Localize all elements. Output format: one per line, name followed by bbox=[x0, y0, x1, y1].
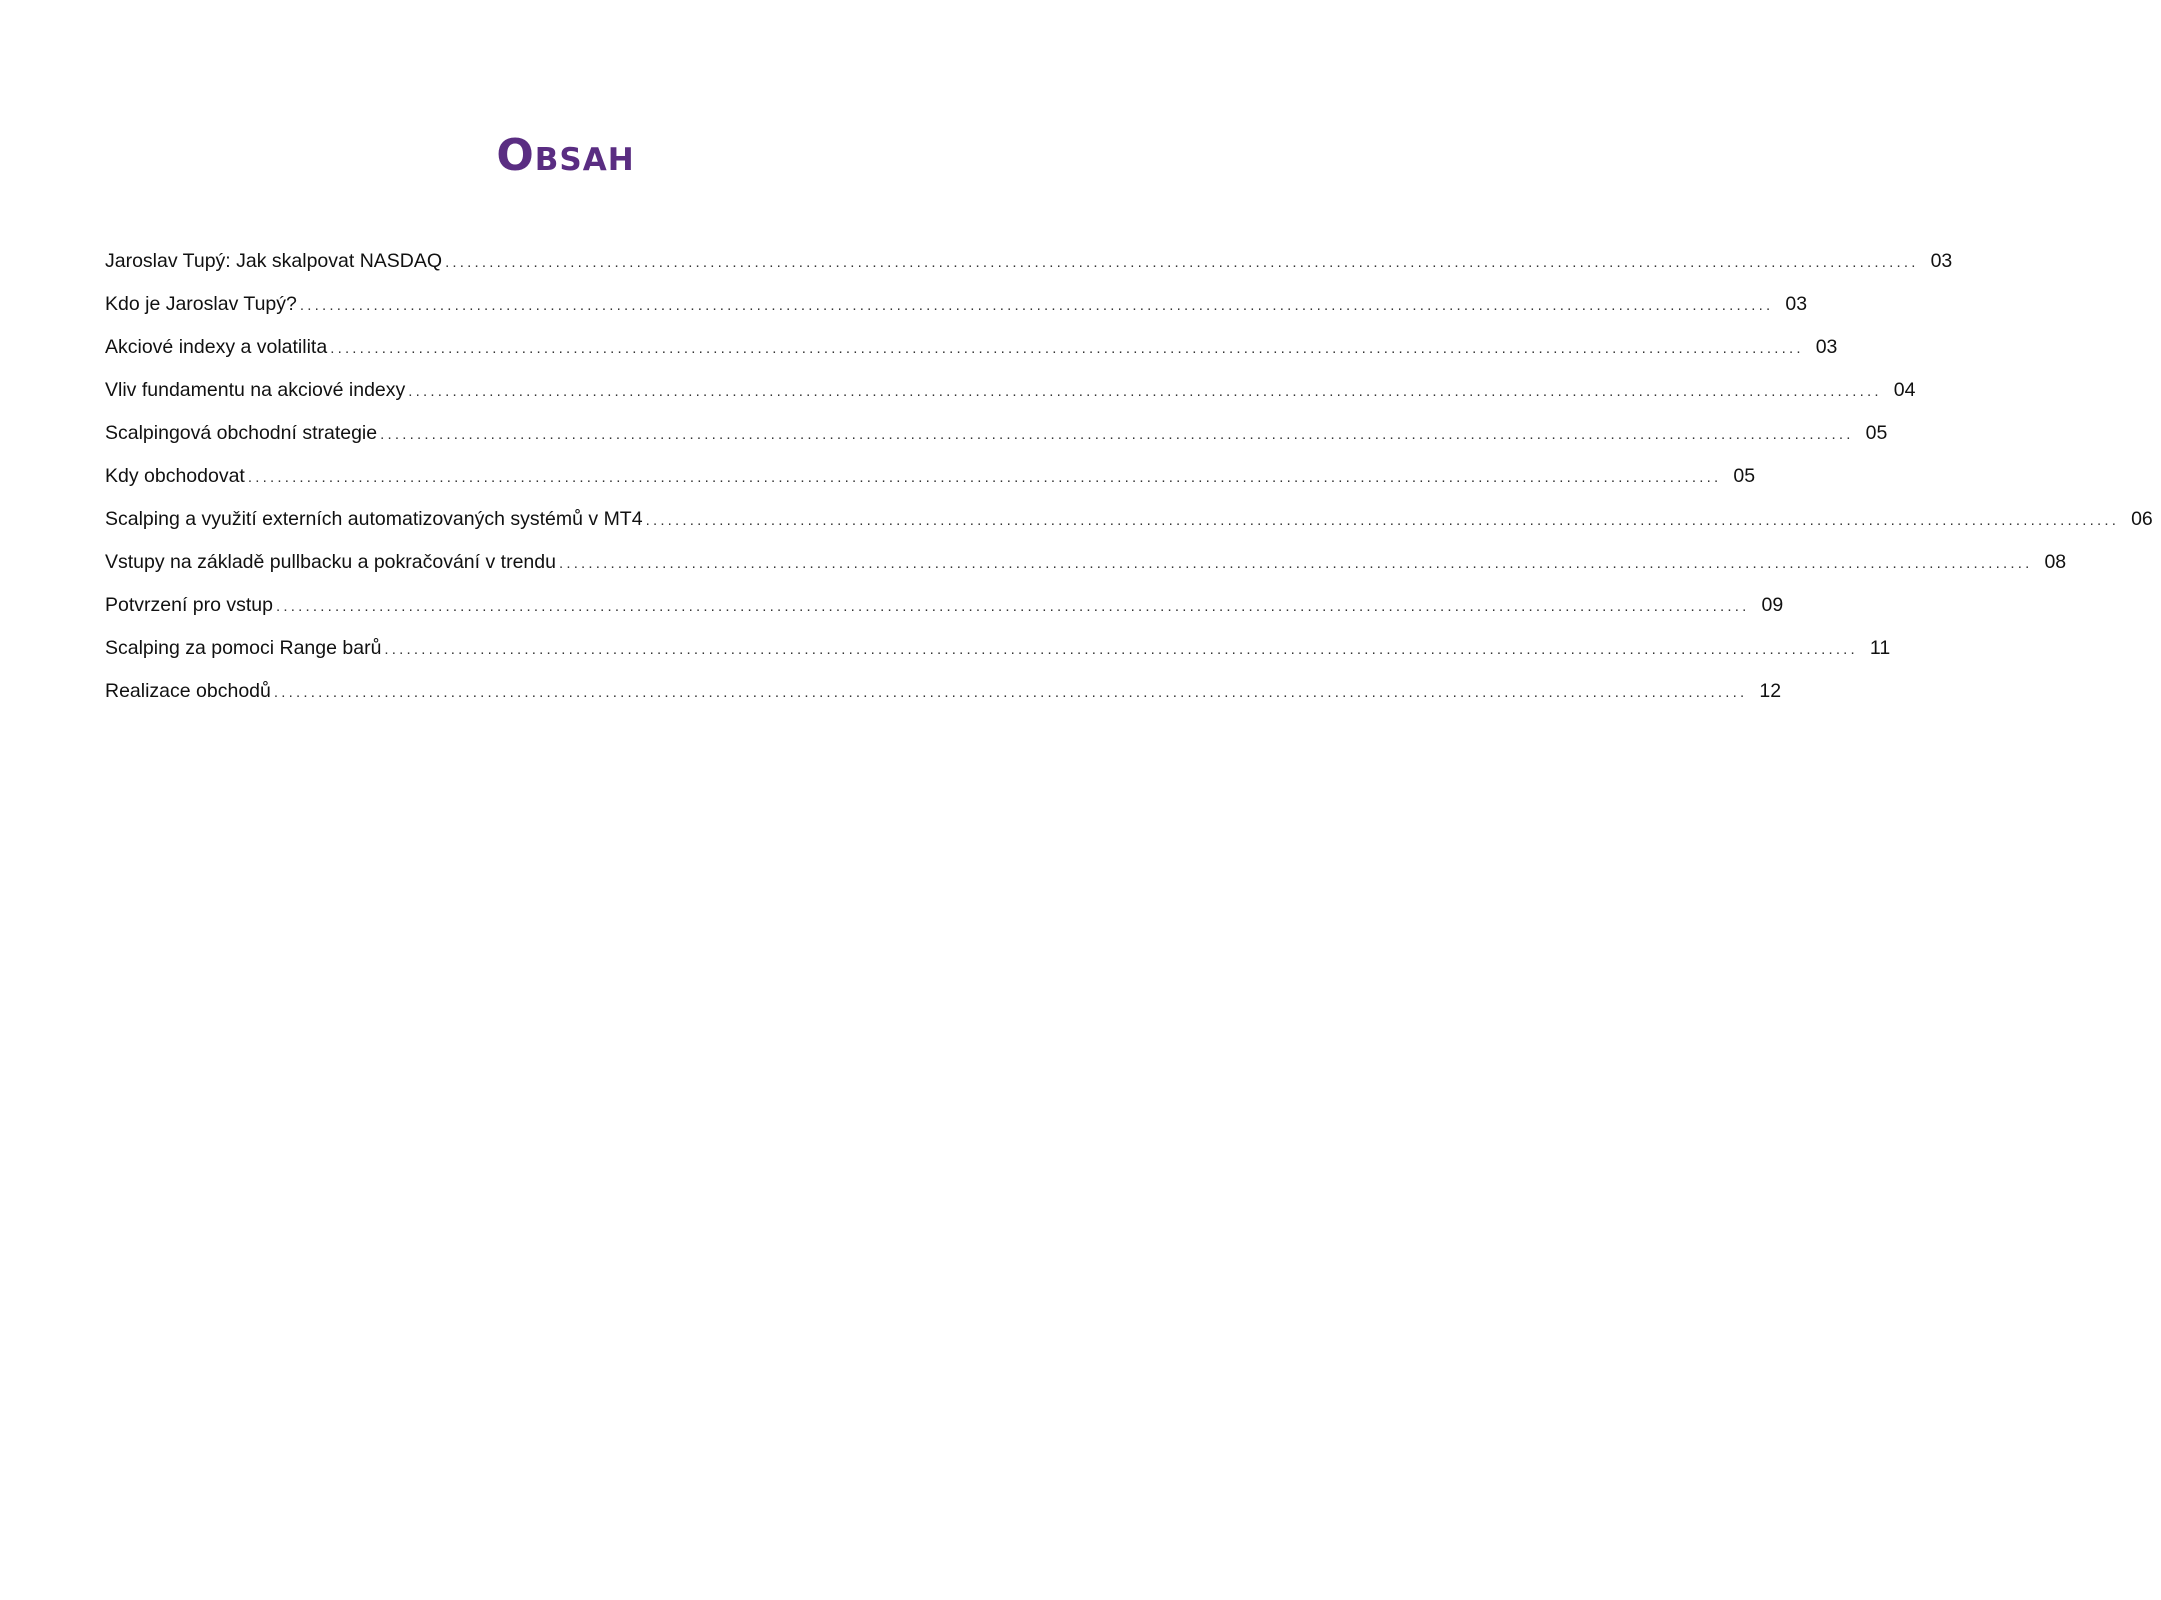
toc-entry-label: Realizace obchodů bbox=[105, 680, 271, 702]
toc-entry-page: 03 bbox=[1930, 250, 1953, 272]
toc-entry-page: 12 bbox=[1759, 680, 1782, 702]
toc-entry[interactable] bbox=[105, 547, 2067, 590]
toc-entry-page: 05 bbox=[1865, 422, 1888, 444]
toc-dot-leader: ........................................................................................................................................................................................................ bbox=[247, 469, 1722, 486]
toc-dot-leader: ........................................................................................................................................................................................................ bbox=[408, 383, 1882, 400]
toc-entry[interactable] bbox=[105, 246, 1953, 289]
toc-entry-page: 09 bbox=[1761, 594, 1784, 616]
toc-entry-page: 11 bbox=[1869, 637, 1891, 659]
toc-entry-page: 03 bbox=[1815, 336, 1838, 358]
toc-dot-leader: ........................................................................................................................................................................................................ bbox=[645, 512, 2120, 529]
toc-entry-label: Kdo je Jaroslav Tupý? bbox=[105, 293, 297, 315]
toc-entry[interactable] bbox=[105, 590, 1784, 633]
toc-entry-label: Vstupy na základě pullbacku a pokračování v trendu bbox=[105, 551, 556, 573]
toc-dot-leader: ........................................................................................................................................................................................................ bbox=[273, 684, 1748, 701]
toc-entry-label: Vliv fundamentu na akciové indexy bbox=[105, 379, 406, 401]
toc-entry-page: 04 bbox=[1893, 379, 1916, 401]
toc-entry-page: 06 bbox=[2131, 508, 2153, 530]
toc-entry[interactable] bbox=[105, 418, 1888, 461]
toc-entry-label: Kdy obchodovat bbox=[105, 465, 245, 487]
toc-entry[interactable] bbox=[105, 375, 1916, 418]
toc-dot-leader: ........................................................................................................................................................................................................ bbox=[380, 426, 1854, 443]
toc-entry[interactable] bbox=[105, 504, 2153, 547]
page-title: Obsah bbox=[496, 130, 635, 181]
toc-entry-label: Akciové indexy a volatilita bbox=[105, 336, 328, 358]
toc-dot-leader: ........................................................................................................................................................................................................ bbox=[445, 254, 1919, 271]
toc-dot-leader: ........................................................................................................................................................................................................ bbox=[384, 641, 1858, 658]
toc-entry[interactable] bbox=[105, 461, 1756, 504]
toc-dot-leader: ........................................................................................................................................................................................................ bbox=[299, 297, 1774, 314]
toc-dot-leader: ........................................................................................................................................................................................................ bbox=[558, 555, 2033, 572]
toc-entry[interactable] bbox=[105, 633, 1891, 676]
toc-entry-label: Potvrzení pro vstup bbox=[105, 594, 273, 616]
toc-entry-label: Scalping a využití externích automatizovaných systémů v MT4 bbox=[105, 508, 643, 530]
toc-entry-label: Jaroslav Tupý: Jak skalpovat NASDAQ bbox=[105, 250, 443, 272]
toc-entry-label: Scalping za pomoci Range barů bbox=[105, 637, 382, 659]
toc-entry[interactable] bbox=[105, 676, 1782, 719]
toc-entry-page: 03 bbox=[1785, 293, 1808, 315]
toc-entry[interactable] bbox=[105, 332, 1838, 375]
toc-entry-page: 05 bbox=[1733, 465, 1756, 487]
toc-entry-label: Scalpingová obchodní strategie bbox=[105, 422, 378, 444]
table-of-contents bbox=[105, 246, 2153, 719]
toc-entry-page: 08 bbox=[2044, 551, 2067, 573]
toc-dot-leader: ........................................................................................................................................................................................................ bbox=[330, 340, 1804, 357]
toc-entry[interactable] bbox=[105, 289, 1808, 332]
toc-dot-leader: ........................................................................................................................................................................................................ bbox=[276, 598, 1750, 615]
